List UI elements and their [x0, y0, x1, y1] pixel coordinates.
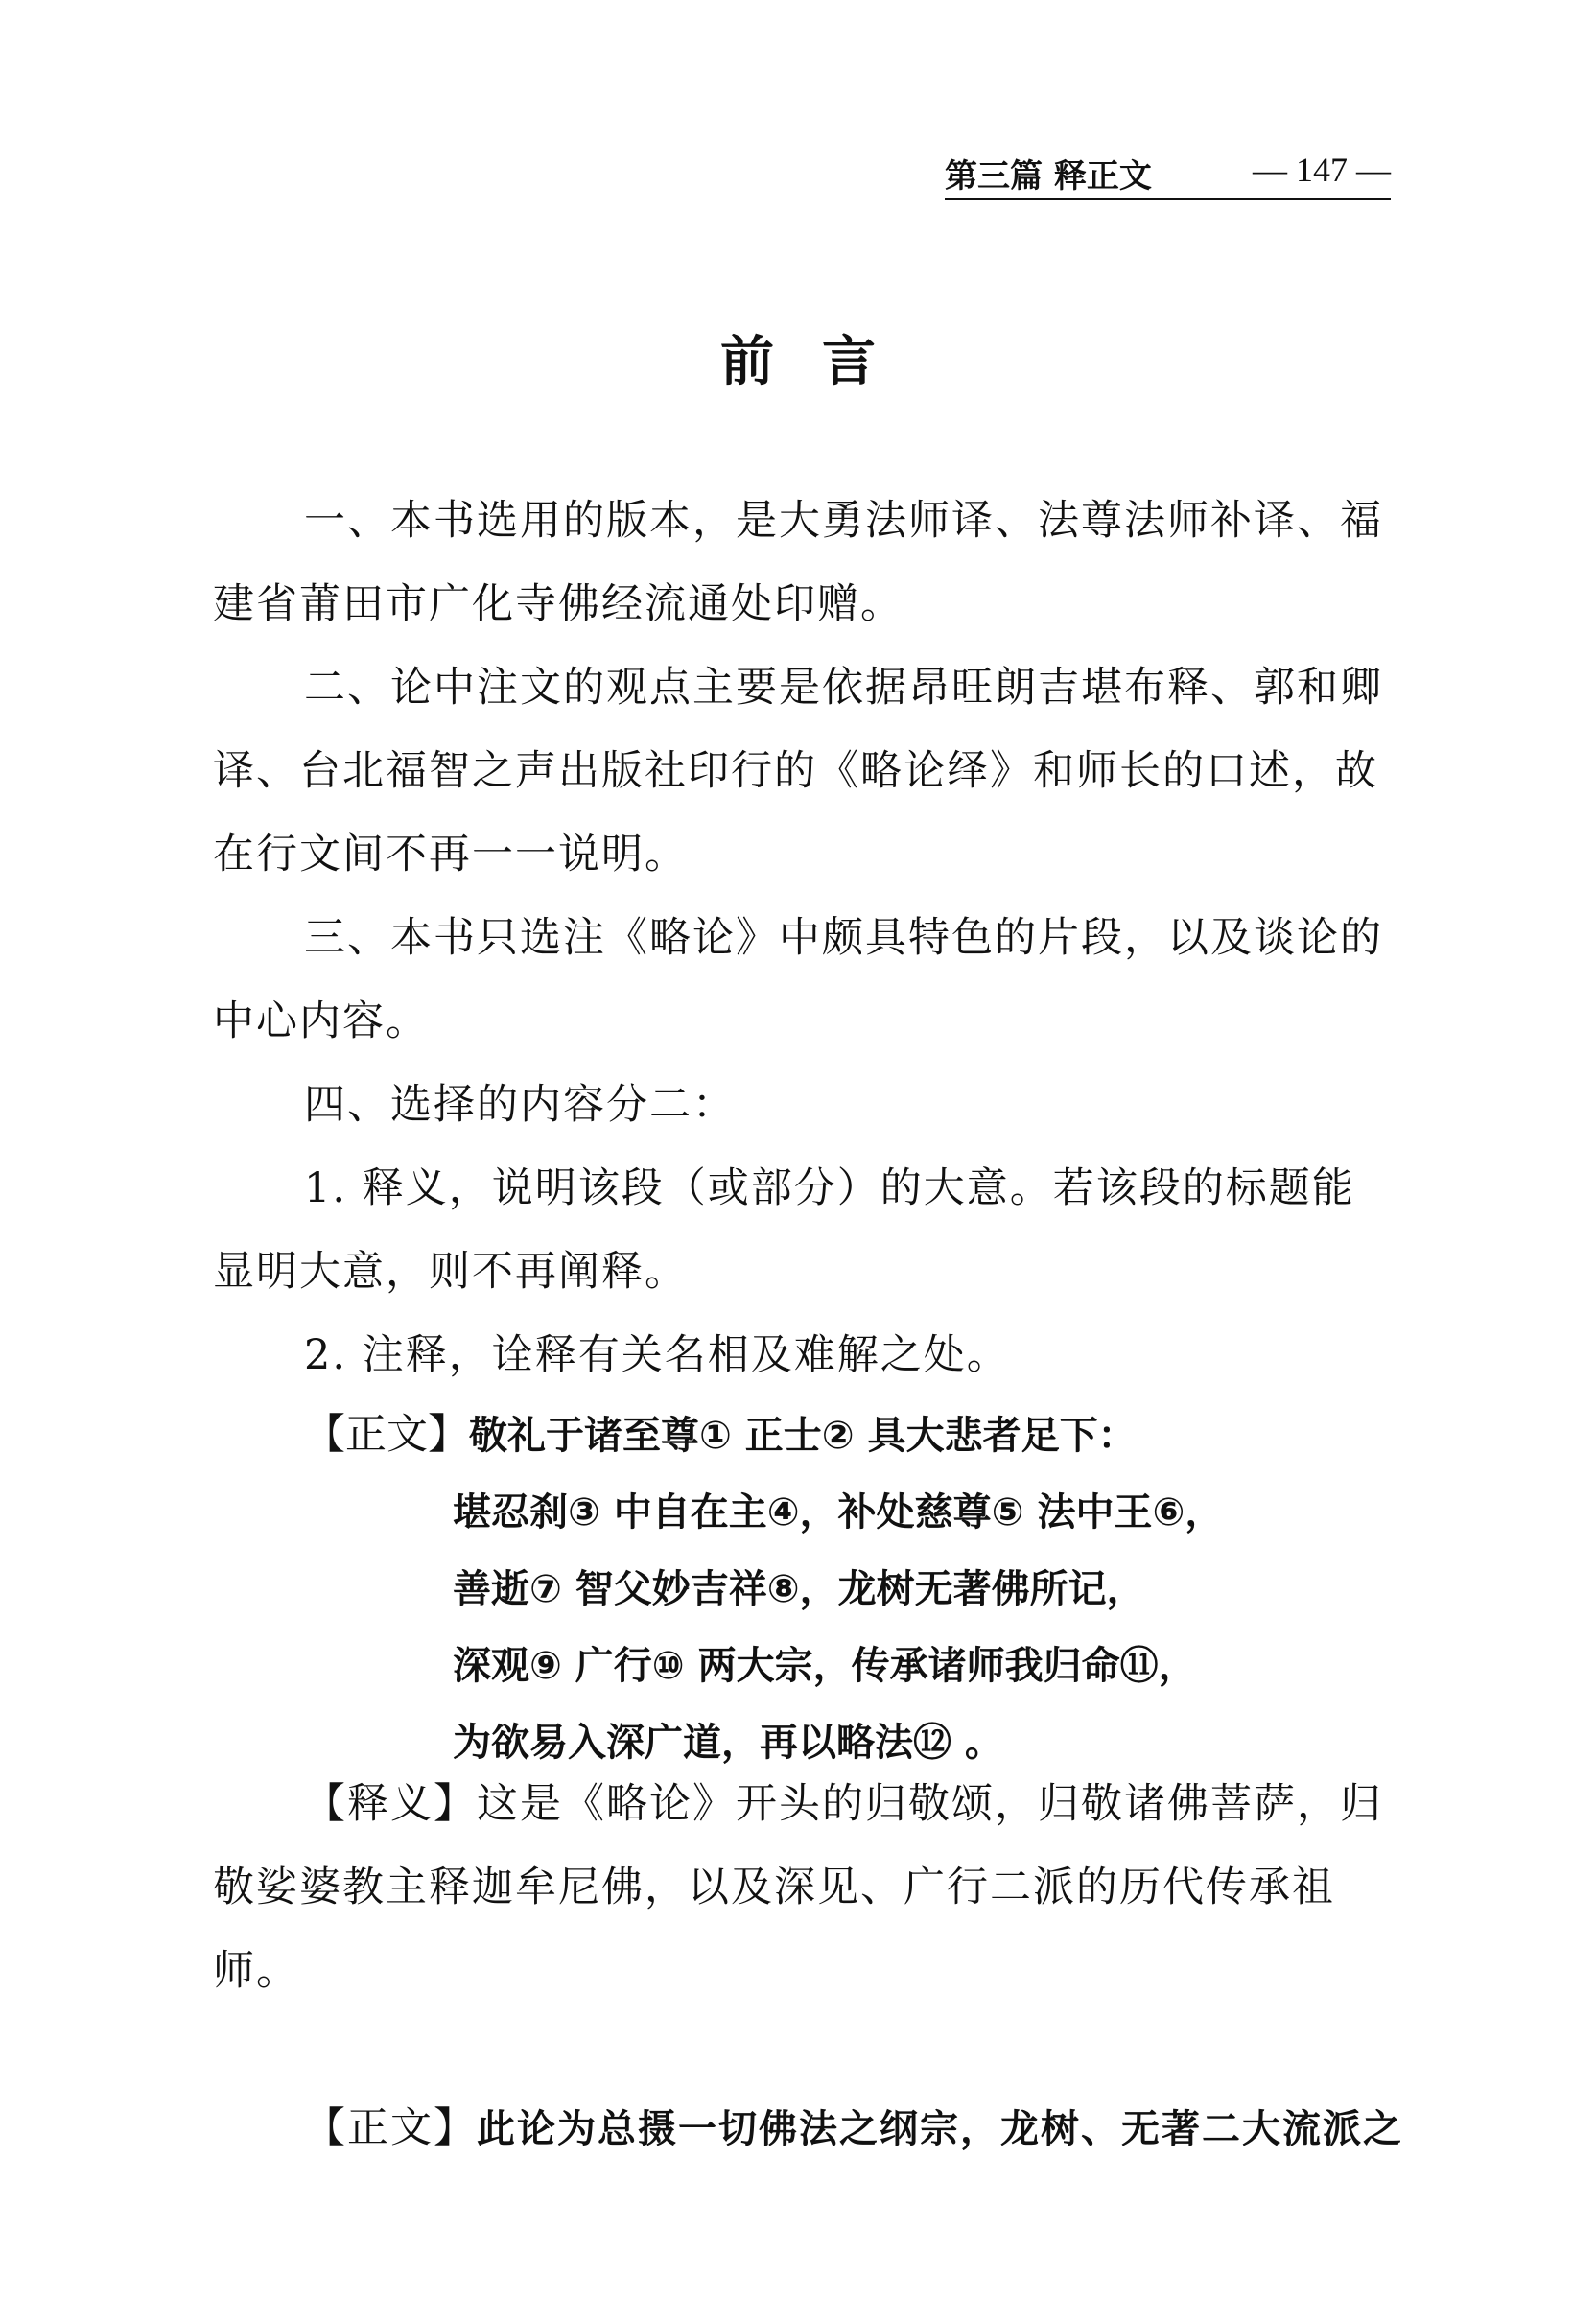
verse-label: 【正文】: [304, 1411, 469, 1459]
running-header: [945, 142, 1391, 200]
verse-line-2: 堪忍刹③ 中自在主④，补处慈尊⑤ 法中王⑥，: [453, 1490, 1224, 1535]
paragraph-1: 一、本书选用的版本，是大勇法师译、法尊法师补译、福建省莆田市广化寺佛经流通处印赠。: [213, 497, 1383, 628]
page-title: 前言: [720, 330, 924, 393]
explanation-paragraph: [213, 1763, 1393, 2013]
paragraph-6: 2. 注释，诠释有关名相及难解之处。: [304, 1331, 1010, 1379]
explanation-text: 这是《略论》开头的归敬颂，归敬诸佛菩萨，归敬娑婆教主释迦牟尼佛，以及深见、广行二派的历代传承祖师。: [213, 1780, 1383, 1995]
verse-line-5: 为欲易入深广道，再以略法⑫ 。: [453, 1721, 1003, 1765]
paragraph-5: 1. 释义，说明该段（或部分）的大意。若该段的标题能显明大意，则不再阐释。: [213, 1164, 1355, 1296]
verse-line-3: 善逝⑦ 智父妙吉祥⑧，龙树无著佛所记，: [453, 1567, 1145, 1611]
paragraph-4: 四、选择的内容分二：: [304, 1081, 736, 1129]
verse-line-4: 深观⑨ 广行⑩ 两大宗，传承诸师我归命⑪，: [453, 1644, 1197, 1688]
main-text-paragraph: [213, 2087, 1403, 2171]
verse-line-1: 【正文】敬礼于诸至尊① 正士② 具大悲者足下：: [304, 1411, 1137, 1459]
main-text-body: 此论为总摄一切佛法之纲宗，龙树、无著二大流派之: [477, 2107, 1403, 2151]
main-text-label: 【正文】: [304, 2104, 477, 2152]
page-number: — 147 —: [1253, 151, 1391, 189]
header-section-title: 第三篇 释正文: [945, 157, 1152, 196]
paragraph-2: 二、论中注文的观点主要是依据昂旺朗吉堪布释、郭和卿译、台北福智之声出版社印行的《略论绎》和师长的口述，故在行文间不再一一说明。: [213, 664, 1383, 879]
verse-block: [213, 1396, 1393, 1781]
paragraph-3: 三、本书只选注《略论》中颇具特色的片段，以及谈论的中心内容。: [213, 914, 1383, 1045]
explanation-label: 【释义】: [304, 1780, 477, 1828]
